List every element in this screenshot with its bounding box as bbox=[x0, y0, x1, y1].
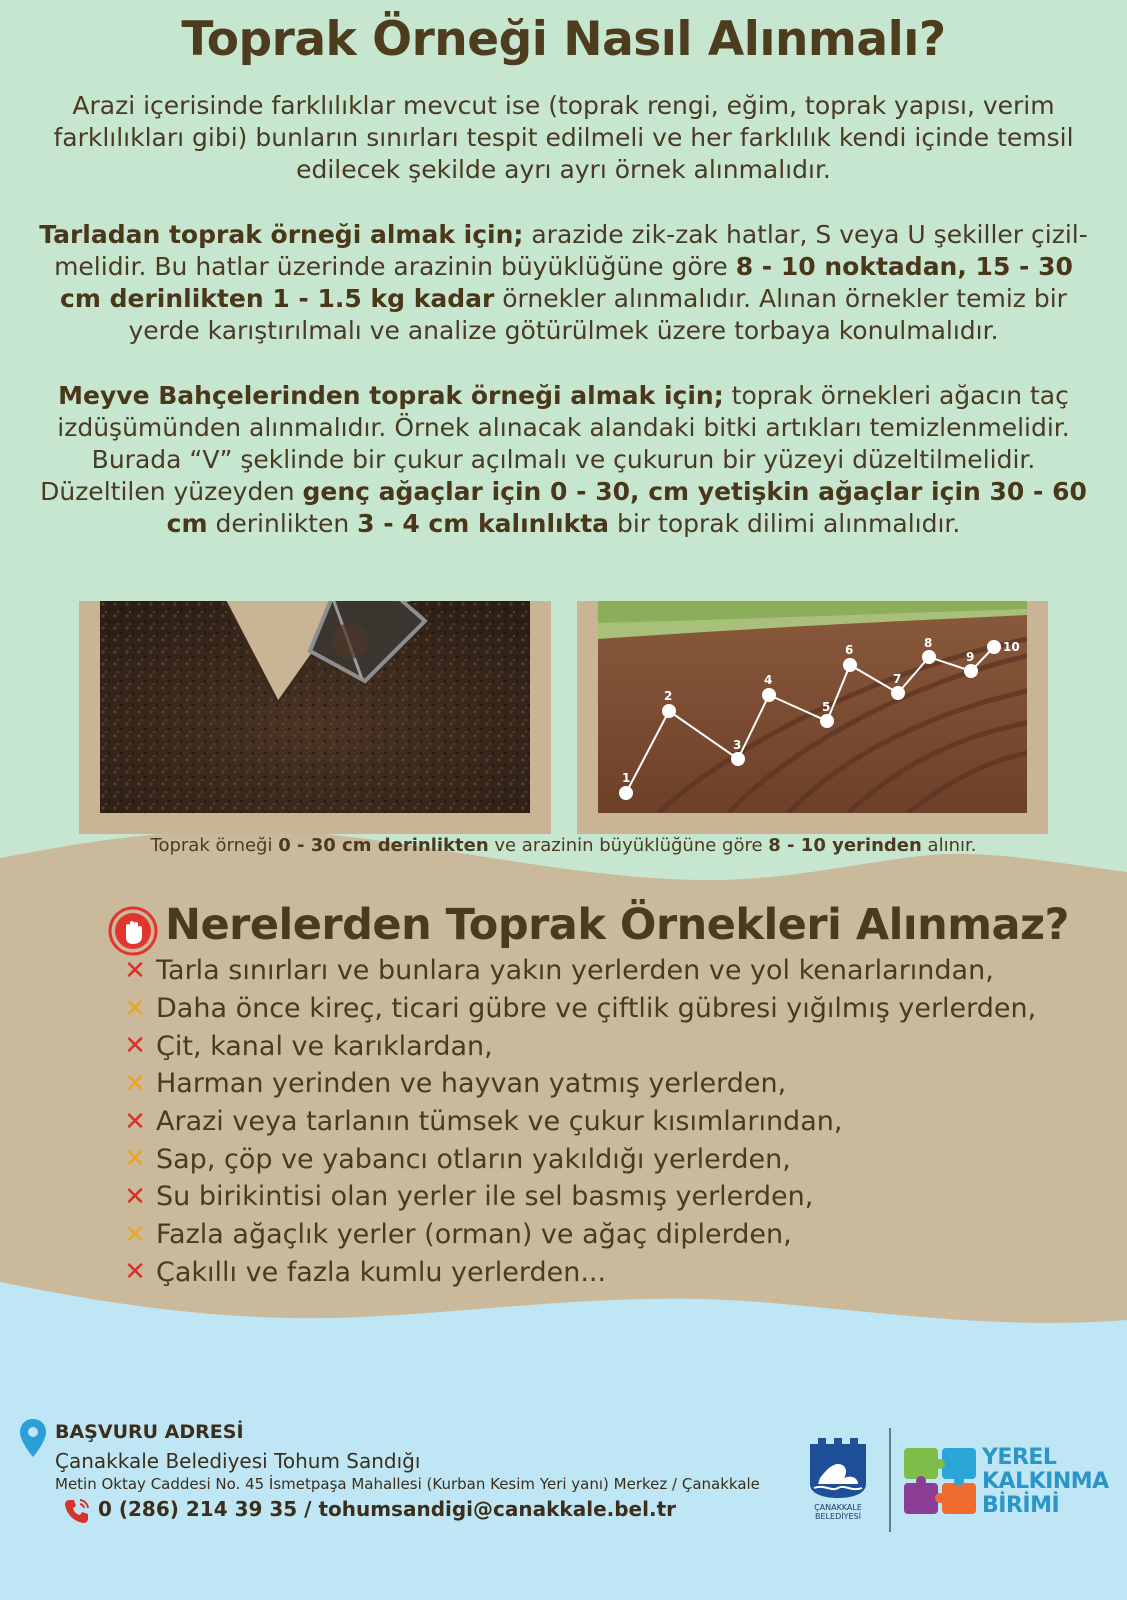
cross-icon: ✕ bbox=[124, 1181, 146, 1212]
zigzag-point-label: 3 bbox=[733, 738, 742, 752]
list-item: ✕ Harman yerinden ve hayvan yatmış yerlerden, bbox=[120, 1065, 1036, 1103]
zigzag-point-label: 1 bbox=[622, 771, 631, 785]
location-pin-icon bbox=[18, 1418, 48, 1458]
footer-contact: 0 (286) 214 39 35 / tohumsandigi@canakkale.bel.tr bbox=[98, 1497, 676, 1521]
cross-icon: ✕ bbox=[124, 955, 146, 986]
field-paragraph: Tarladan toprak örneği almak için; arazide zik-zak hatlar, S veya U şekiller çizil-melidir. Bu hatlar üzerinde arazinin büyüklüğüne göre 8 - 10 noktadan, 15 - 30 cm derinlikten 1 - 1.5 kg kadar örnekler alınmalıdır. Alınan örnekler temiz bir yerde karıştırılmalı ve analize götürülmek üzere torbaya konulmalıdır. bbox=[39, 220, 1088, 345]
photo-caption: Toprak örneği 0 - 30 cm derinlikten ve arazinin büyüklüğüne göre 8 - 10 yerinden alınır. bbox=[150, 835, 977, 856]
footer-org: Çanakkale Belediyesi Tohum Sandığı bbox=[55, 1449, 421, 1473]
list-item: ✕ Su birikintisi olan yerler ile sel basmış yerlerden, bbox=[120, 1178, 1036, 1216]
soil-v-cut-photo bbox=[100, 601, 530, 813]
zigzag-point-label: 10 bbox=[1003, 640, 1020, 654]
field-zigzag-photo bbox=[598, 601, 1027, 813]
field-lead: Tarladan toprak örneği almak için; bbox=[39, 220, 524, 249]
list-item: ✕ Arazi veya tarlanın tümsek ve çukur kısımlarından, bbox=[120, 1103, 1036, 1141]
canakkale-belediyesi-logo-text: ÇANAKKALE BELEDİYESİ bbox=[814, 1503, 862, 1521]
logo-divider bbox=[889, 1428, 891, 1532]
stop-hand-icon bbox=[108, 906, 158, 956]
cross-icon: ✕ bbox=[124, 1219, 146, 1250]
phone-icon bbox=[62, 1496, 92, 1526]
zigzag-point-label: 8 bbox=[924, 636, 933, 650]
cross-icon: ✕ bbox=[124, 1144, 146, 1175]
zigzag-point-label: 7 bbox=[893, 672, 902, 686]
list-item: ✕ Çit, kanal ve karıklardan, bbox=[120, 1027, 1036, 1065]
list-item: ✕ Daha önce kireç, ticari gübre ve çiftlik gübresi yığılmış yerlerden, bbox=[120, 990, 1036, 1028]
list-item: ✕ Çakıllı ve fazla kumlu yerlerden... bbox=[120, 1254, 1036, 1292]
cross-icon: ✕ bbox=[124, 1068, 146, 1099]
orchard-lead: Meyve Bahçelerinden toprak örneği almak için; bbox=[58, 381, 724, 410]
zigzag-point-label: 2 bbox=[664, 689, 673, 703]
zigzag-point-label: 6 bbox=[845, 643, 854, 657]
footer-label: BAŞVURU ADRESİ bbox=[55, 1421, 244, 1443]
page-title: Toprak Örneği Nasıl Alınmalı? bbox=[181, 12, 946, 67]
puzzle-logo-icon bbox=[902, 1446, 980, 1516]
cross-icon: ✕ bbox=[124, 993, 146, 1024]
section2-title: Nerelerden Toprak Örnekleri Alınmaz? bbox=[165, 900, 1070, 950]
cross-icon: ✕ bbox=[124, 1106, 146, 1137]
cross-icon: ✕ bbox=[124, 1031, 146, 1062]
intro-paragraph: Arazi içerisinde farklılıklar mevcut ise (toprak rengi, eğim, toprak yapısı, verim farklılıkları gibi) bunların sınırları tespit edilmeli ve her farklılık kendi içinde temsil edilecek şekilde ayrı ayrı örnek alınmalıdır. bbox=[53, 91, 1074, 184]
zigzag-point-label: 4 bbox=[764, 673, 773, 687]
list-item: ✕ Sap, çöp ve yabancı otların yakıldığı yerlerden, bbox=[120, 1140, 1036, 1178]
zigzag-point-label: 5 bbox=[822, 700, 831, 714]
cross-icon: ✕ bbox=[124, 1257, 146, 1288]
list-item: ✕ Tarla sınırları ve bunlara yakın yerlerden ve yol kenarlarından, bbox=[120, 952, 1036, 990]
orchard-paragraph: Meyve Bahçelerinden toprak örneği almak için; toprak örnekleri ağacın taç izdüşümünden alınmalıdır. Örnek alınacak alandaki bitki artıkları temizlenmelidir. Burada “V” şeklinde bir çukur açılmalı ve çukurun bir yüzeyi düzeltilmelidir. Düzeltilen yüzeyden genç ağaçlar için 0 - 30, cm yetişkin ağaçlar için 30 - 60 cm derinlikten 3 - 4 cm kalınlıkta bir toprak dilimi alınmalıdır. bbox=[40, 381, 1087, 538]
canakkale-belediyesi-logo bbox=[806, 1434, 870, 1500]
list-item: ✕ Fazla ağaçlık yerler (orman) ve ağaç diplerden, bbox=[120, 1216, 1036, 1254]
yerel-kalkinma-logo-text: YEREL KALKINMA BİRİMİ bbox=[982, 1445, 1109, 1518]
zigzag-point-label: 9 bbox=[966, 650, 975, 664]
exclusion-list bbox=[120, 952, 1036, 1291]
footer-address: Metin Oktay Caddesi No. 45 İsmetpaşa Mahallesi (Kurban Kesim Yeri yanı) Merkez / Çanakkale bbox=[55, 1475, 760, 1493]
